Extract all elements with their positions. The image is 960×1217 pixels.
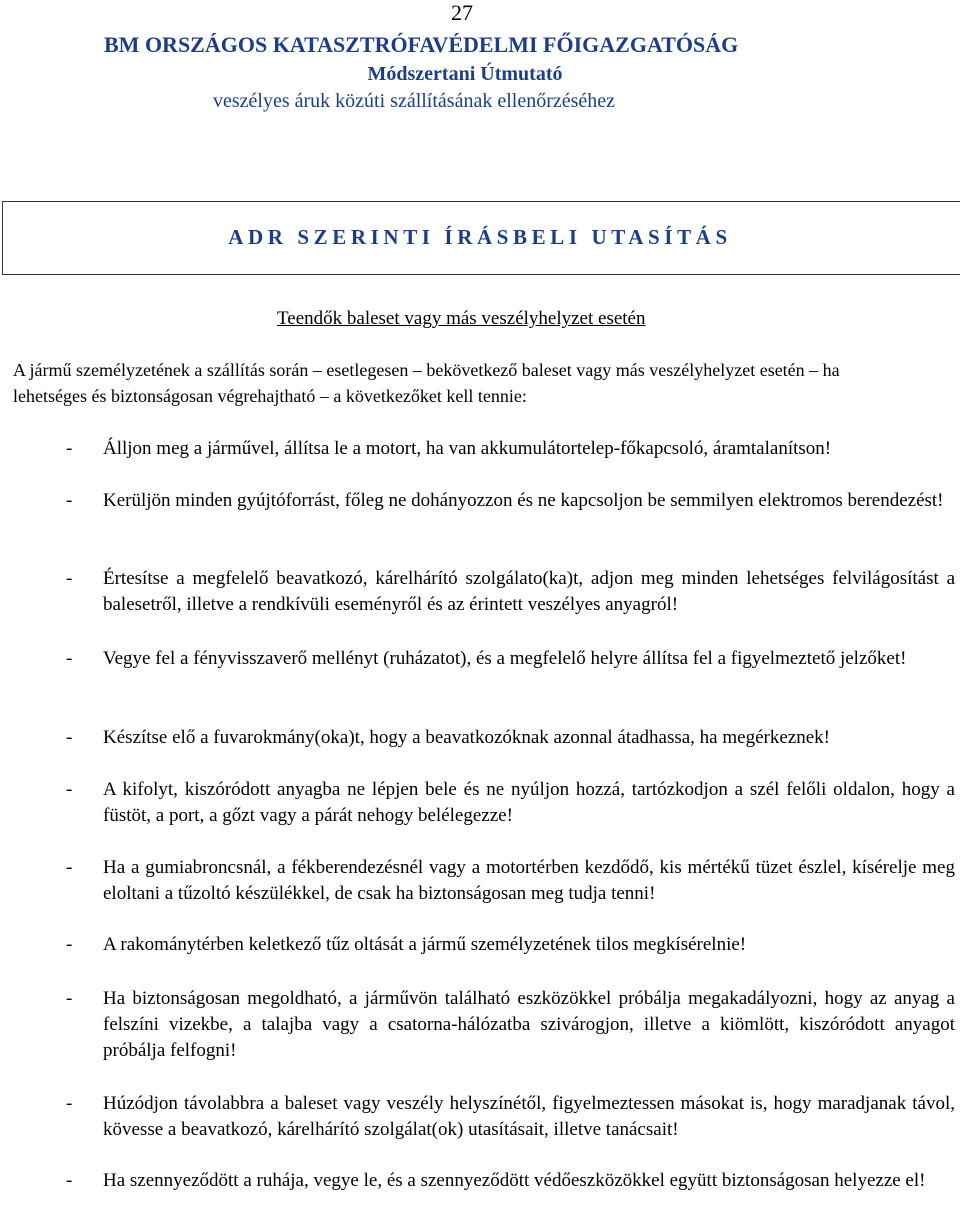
list-bullet: - (66, 438, 73, 459)
list-item-text: Ha biztonságosan megoldható, a járművön található eszközökkel próbálja megakadályozni, hogy az anyag a felszíni vizekbe, a talajba vagy a csatorna-hálózatba szivárogjon, illetve a kiömlött, kiszóródott anyagot próbálja felfogni! (103, 988, 955, 1061)
organization-title: BM ORSZÁGOS KATASZTRÓFAVÉDELMI FŐIGAZGATÓSÁG (104, 32, 739, 57)
list-item-text: Kerüljön minden gyújtóforrást, főleg ne dohányozzon és ne kapcsoljon be semmilyen elektromos berendezést! (103, 490, 944, 511)
intro-paragraph: A jármű személyzetének a szállítás során – esetlegesen – bekövetkező baleset vagy más veszélyhelyzet esetén – ha lehetséges és biztonságosan végrehajtható – a következőket kell tennie: (13, 360, 840, 406)
document-type: Módszertani Útmutató (367, 63, 563, 85)
list-item-text: Ha a gumiabroncsnál, a fékberendezésnél vagy a motortérben kezdődő, kis mértékű tüzet észlel, kísérelje meg eloltani a tűzoltó készülékkel, de csak ha biztonságosan meg tudja tenni! (103, 857, 955, 904)
list-bullet: - (66, 568, 73, 589)
list-bullet: - (66, 727, 73, 748)
list-bullet: - (66, 779, 73, 800)
list-bullet: - (66, 490, 73, 511)
document-topic: veszélyes áruk közúti szállításának ellenőrzéséhez (213, 90, 616, 112)
list-item-text: A kifolyt, kiszóródott anyagba ne lépjen bele és ne nyúljon hozzá, tartózkodjon a szél felőli oldalon, hogy a füstöt, a port, a gőzt vagy a párát nehogy belélegezze! (103, 779, 955, 826)
document-title: ADR SZERINTI ÍRÁSBELI UTASÍTÁS (228, 225, 732, 249)
list-item-text: Készítse elő a fuvarokmány(oka)t, hogy a beavatkozóknak azonnal átadhassa, ha megérkeznek! (103, 727, 830, 748)
list-bullet: - (66, 988, 73, 1009)
list-item-text: Ha szennyeződött a ruhája, vegye le, és a szennyeződött védőeszközökkel együtt biztonságosan helyezze el! (103, 1170, 926, 1191)
list-item-text: Húzódjon távolabbra a baleset vagy veszély helyszínétől, figyelmeztessen másokat is, hogy maradjanak távol, kövesse a beavatkozó, kárelhárító szolgálat(ok) utasításait, illetve tanácsait! (103, 1093, 955, 1140)
list-bullet: - (66, 934, 73, 955)
list-item-text: Értesítse a megfelelő beavatkozó, kárelhárító szolgálato(ka)t, adjon meg minden lehetséges felvilágosítást a balesetről, illetve a rendkívüli eseményről és az érintett veszélyes anyagról! (103, 568, 955, 615)
page-number: 27 (451, 0, 473, 25)
section-heading: Teendők baleset vagy más veszélyhelyzet esetén (277, 308, 646, 329)
list-item-text: Álljon meg a járművel, állítsa le a motort, ha van akkumulátortelep-főkapcsoló, áramtalanítson! (103, 438, 832, 459)
list-bullet: - (66, 857, 73, 878)
list-item-text: A rakománytérben keletkező tűz oltását a jármű személyzetének tilos megkísérelnie! (103, 934, 747, 955)
list-bullet: - (66, 1093, 73, 1114)
list-item-text: Vegye fel a fényvisszaverő mellényt (ruházatot), és a megfelelő helyre állítsa fel a figyelmeztető jelzőket! (103, 648, 907, 669)
list-bullet: - (66, 1170, 73, 1191)
list-bullet: - (66, 648, 73, 669)
